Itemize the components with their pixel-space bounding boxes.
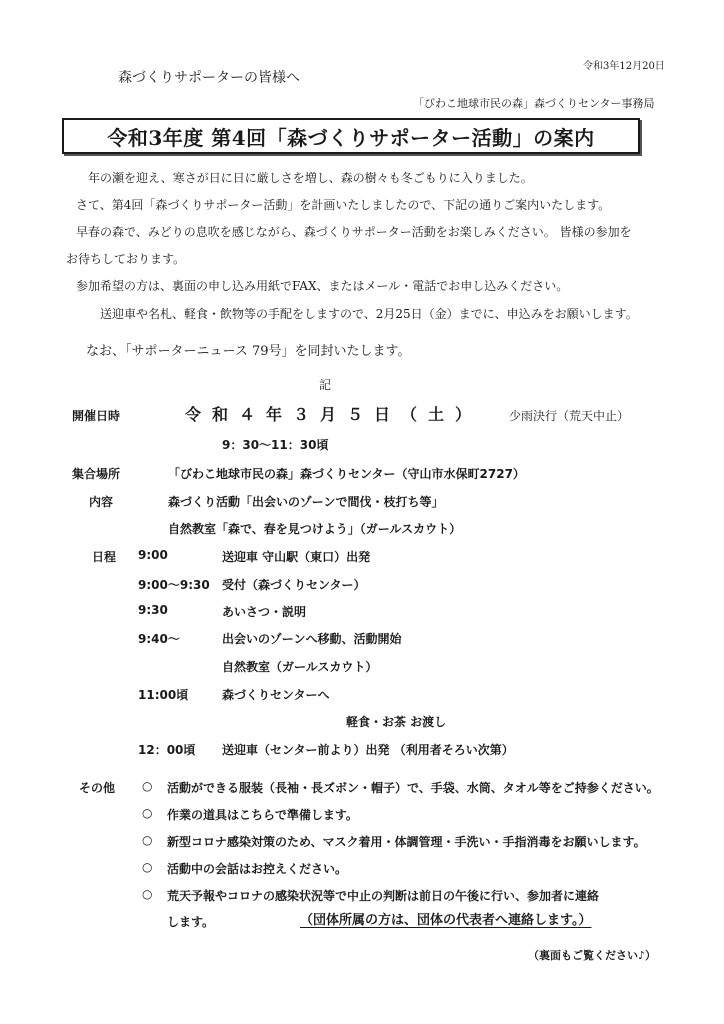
other-label: その他 [79, 781, 116, 795]
content-item: 森づくり活動「出会いのゾーンで間伐・枝打ち等」 [168, 495, 444, 509]
circle-bullet: ○ [142, 833, 153, 847]
note-item-continuation: します。 [167, 915, 215, 929]
schedule-time: 9:40～ [138, 632, 180, 646]
intro-line: 早春の森で、みどりの息吹を感じながら、森づくりサポーター活動をお楽しみください。 皆様の参加を [76, 225, 632, 239]
intro-line: さて、第4回「森づくりサポーター活動」を計画いたしましたので、下記の通りご案内いたします。 [76, 198, 611, 212]
schedule-time: 9:00～9:30 [138, 578, 210, 592]
intro-line: 年の瀬を迎え、寒さが日に日に厳しさを増し、森の樹々も冬ごもりに入りました。 [88, 171, 533, 185]
ki-heading: 記 [319, 378, 332, 392]
schedule-time: 9:00 [138, 548, 168, 562]
place-value: 「びわこ地球市民の森」森づくりセンター（守山市水保町2727） [168, 467, 525, 481]
content-label: 内容 [89, 495, 114, 509]
sender: 「びわこ地球市民の森」森づくりセンター事務局 [413, 97, 655, 110]
schedule-desc: 送迎車 守山駅（東口）出発 [222, 550, 371, 564]
event-time: 9：30～11：30頃 [222, 438, 329, 452]
content-item: 自然教室「森で、春を見つけよう」（ガールスカウト） [168, 522, 462, 536]
schedule-desc: 軽食・お茶 お渡し [346, 715, 447, 729]
circle-bullet: ○ [142, 860, 153, 874]
document-title: 令和3年度 第4回「森づくりサポーター活動」の案内 [62, 118, 640, 154]
schedule-label: 日程 [92, 550, 117, 564]
intro-line: お待ちしております。 [66, 252, 186, 266]
schedule-time: 11:00頃 [138, 688, 189, 702]
circle-bullet: ○ [142, 806, 153, 820]
note-item: 活動ができる服装（長袖・長ズボン・帽子）で、手袋、水筒、タオル等をご持参ください。 [167, 781, 659, 795]
schedule-desc: 出会いのゾーンへ移動、活動開始 [222, 632, 402, 646]
date-label: 開催日時 [72, 409, 121, 423]
note-item: 新型コロナ感染対策のため、マスク着用・体調管理・手洗い・手指消毒をお願いします。 [167, 835, 646, 849]
intro-line: なお、「サポーターニュース 79号」を同封いたします。 [86, 344, 411, 359]
group-note: （団体所属の方は、団体の代表者へ連絡します。） [300, 913, 592, 928]
place-label: 集合場所 [72, 467, 121, 481]
schedule-desc: 受付（森づくりセンター） [222, 578, 366, 592]
schedule-time: 9:30 [138, 603, 168, 617]
note-item: 活動中の会話はお控えください。 [167, 862, 348, 876]
intro-line: 参加希望の方は、裏面の申し込み用紙でFAX、またはメール・電話でお申し込みください。 [76, 279, 569, 293]
schedule-desc: 森づくりセンターへ [222, 688, 330, 702]
salutation: 森づくりサポーターの皆様へ [118, 70, 300, 86]
footer-note: （裏面もご覧ください♪） [528, 949, 657, 962]
circle-bullet: ○ [142, 779, 153, 793]
schedule-time: 12：00頃 [138, 743, 196, 757]
schedule-desc: あいさつ・説明 [222, 605, 307, 619]
issue-date: 令和3年12月20日 [583, 61, 665, 72]
note-item: 作業の道具はこちらで準備します。 [167, 808, 358, 822]
rain-note: 少雨決行（荒天中止） [509, 409, 630, 423]
circle-bullet: ○ [142, 887, 153, 901]
note-item: 荒天予報やコロナの感染状況等で中止の判断は前日の午後に行い、参加者に連絡 [167, 889, 600, 903]
schedule-desc: 送迎車（センター前より）出発 （利用者そろい次第） [222, 743, 514, 757]
intro-line: 送迎車や名札、軽食・飲物等の手配をしますので、2月25日（金）までに、申込みをお願いします。 [100, 307, 638, 321]
schedule-desc: 自然教室（ガールスカウト） [222, 660, 378, 674]
event-date: 令和４年３月５日（土） [185, 405, 483, 424]
